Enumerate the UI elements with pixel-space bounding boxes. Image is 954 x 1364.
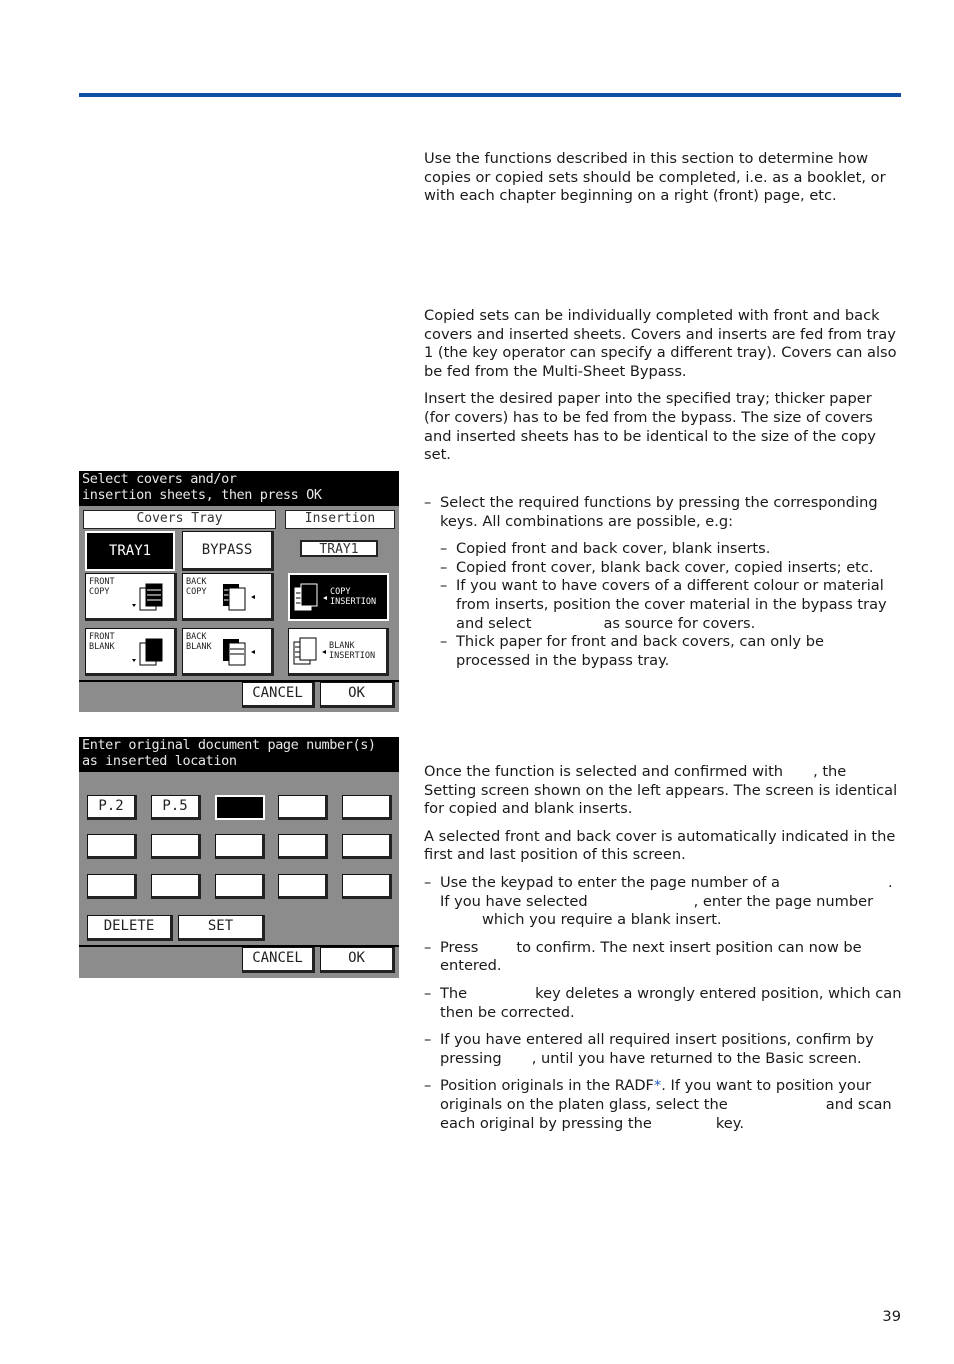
insert-position-slot[interactable]: P.5 — [151, 795, 201, 820]
insert-position-slot[interactable] — [215, 874, 265, 899]
covers-tray-label: Covers Tray — [83, 510, 276, 529]
step-keypad-a: Use the keypad to enter the page number of a — [440, 873, 780, 891]
front-copy-icon — [130, 582, 170, 614]
setting-p1-b: , the Setting screen shown on the left appears. The screen is identical for copied and blank inserts. — [424, 763, 898, 818]
insert-position-screen — [79, 737, 399, 978]
intro-paragraph: Use the functions described in this section to determine how copies or copied sets should be completed, i.e. as a booklet, or with each chapter beginning on a right (front) page, etc. — [424, 150, 886, 205]
insert-position-slot[interactable] — [342, 834, 392, 859]
selection-section — [424, 494, 902, 679]
screen2-header: Enter original document page number(s) as inserted location — [79, 737, 399, 772]
copy-insertion-button[interactable] — [288, 573, 389, 621]
screen1-cancel-button[interactable]: CANCEL — [242, 682, 315, 708]
insert-position-slot[interactable]: P.2 — [87, 795, 137, 820]
front-blank-button[interactable] — [85, 628, 177, 676]
step-keypad-c: If you have selected — [440, 892, 588, 910]
setting-paragraph-2: A selected front and back cover is automatically indicated in the first and last position of this screen. — [424, 827, 896, 864]
setting-p1-a: Once the function is selected and confirmed with — [424, 763, 784, 780]
back-copy-label: BACK COPY — [186, 577, 207, 597]
step-press — [424, 939, 902, 976]
insert-position-slot[interactable] — [151, 874, 201, 899]
insert-position-slot[interactable] — [278, 795, 328, 820]
insert-position-slot[interactable] — [342, 795, 392, 820]
back-copy-icon — [221, 582, 267, 614]
covers-paragraph-1: Copied sets can be individually completed with front and back covers and inserted sheets. Covers and inserts are fed from tray 1 (the key operator can specify a different tray). Covers can also be fed from the Multi-Sheet Bypass. — [424, 307, 897, 380]
copy-insertion-label: COPY INSERTION — [330, 587, 377, 607]
covers-section — [424, 307, 902, 474]
front-blank-icon — [130, 637, 170, 669]
step-press-b: to confirm. The next insert position can now be entered. — [440, 938, 862, 975]
bypass-button[interactable]: BYPASS — [182, 531, 274, 571]
step-keypad-d: , enter the page number — [693, 892, 874, 910]
intro-section — [424, 150, 902, 215]
screen1-ok-button[interactable]: OK — [320, 682, 395, 708]
footnote-asterisk: * — [653, 1077, 662, 1095]
screen2-ok-button[interactable]: OK — [320, 947, 395, 973]
tray1-button[interactable]: TRAY1 — [85, 531, 175, 571]
select-item: – Select the required functions by pressing the corresponding keys. All combinations are possible, e.g: — [424, 494, 902, 531]
step-confirm-all — [424, 1031, 902, 1068]
page-number: 39 — [882, 1308, 901, 1325]
screen2-cancel-button[interactable]: CANCEL — [242, 947, 315, 973]
insert-position-slot[interactable] — [87, 834, 137, 859]
insert-position-slot[interactable] — [87, 874, 137, 899]
step-confirm-a: If you have entered all required insert positions, confirm by pressing — [440, 1031, 874, 1067]
insert-position-slot[interactable] — [278, 834, 328, 859]
header-rule — [79, 93, 901, 97]
insert-position-slot[interactable] — [151, 834, 201, 859]
front-copy-button[interactable] — [85, 573, 177, 621]
blank-insertion-label: BLANK INSERTION — [329, 641, 376, 661]
insert-position-slot[interactable] — [342, 874, 392, 899]
sub-item-4: – Thick paper for front and back covers, can only be processed in the bypass tray. — [440, 633, 902, 670]
sub-item-1: – Copied front and back cover, blank inserts. — [440, 540, 902, 559]
insert-position-slot[interactable] — [215, 834, 265, 859]
setting-section — [424, 763, 902, 1142]
blank-insertion-icon — [292, 636, 332, 668]
step-radf-b: . If you want to position your originals on the platen glass, select the — [440, 1077, 872, 1113]
copy-insertion-icon — [293, 582, 333, 614]
screen1-header: Select covers and/or insertion sheets, then press OK — [79, 471, 399, 506]
step-delete-a: The — [440, 984, 468, 1002]
covers-insertion-screen — [79, 471, 399, 712]
front-blank-label: FRONT BLANK — [89, 632, 115, 652]
insertion-label: Insertion — [285, 510, 395, 529]
sub-item-3-a: If you want to have covers of a different colour or material from inserts, position the cover material in the bypass tray and select — [456, 577, 887, 632]
step-delete-b: key deletes a wrongly entered position, which can then be corrected. — [440, 984, 902, 1021]
sub-item-3 — [440, 577, 902, 633]
step-press-a: Press — [440, 938, 479, 956]
covers-paragraph-2: Insert the desired paper into the specified tray; thicker paper (for covers) has to be fed from the bypass. The size of covers and inserted sheets has to be identical to the size of the copy set. — [424, 390, 876, 464]
back-blank-button[interactable] — [182, 628, 274, 676]
front-copy-label: FRONT COPY — [89, 577, 115, 597]
setting-paragraph-1 — [424, 763, 902, 819]
sub-item-3-b: as source for covers. — [603, 614, 756, 632]
delete-button[interactable]: DELETE — [87, 915, 173, 941]
back-copy-button[interactable] — [182, 573, 274, 621]
step-keypad — [424, 874, 902, 930]
back-blank-label: BACK BLANK — [186, 632, 212, 652]
step-radf — [424, 1077, 902, 1133]
step-radf-c: and scan each original by pressing the — [440, 1095, 892, 1132]
blank-insertion-button[interactable] — [288, 628, 389, 676]
insert-position-slot[interactable] — [278, 874, 328, 899]
step-delete — [424, 985, 902, 1022]
sub-list — [440, 540, 902, 670]
insertion-tray-value: TRAY1 — [300, 540, 378, 557]
step-radf-d: key. — [715, 1114, 744, 1132]
sub-item-2: – Copied front cover, blank back cover, copied inserts; etc. — [440, 559, 902, 578]
set-button[interactable]: SET — [178, 915, 265, 941]
insert-position-slot-active[interactable] — [215, 795, 265, 820]
step-keypad-e: which you require a blank insert. — [482, 911, 722, 929]
step-radf-a: Position originals in the RADF — [440, 1077, 654, 1095]
step-confirm-b: , until you have returned to the Basic screen. — [531, 1049, 862, 1067]
step-keypad-b: . — [887, 873, 893, 891]
back-blank-icon — [221, 637, 267, 669]
